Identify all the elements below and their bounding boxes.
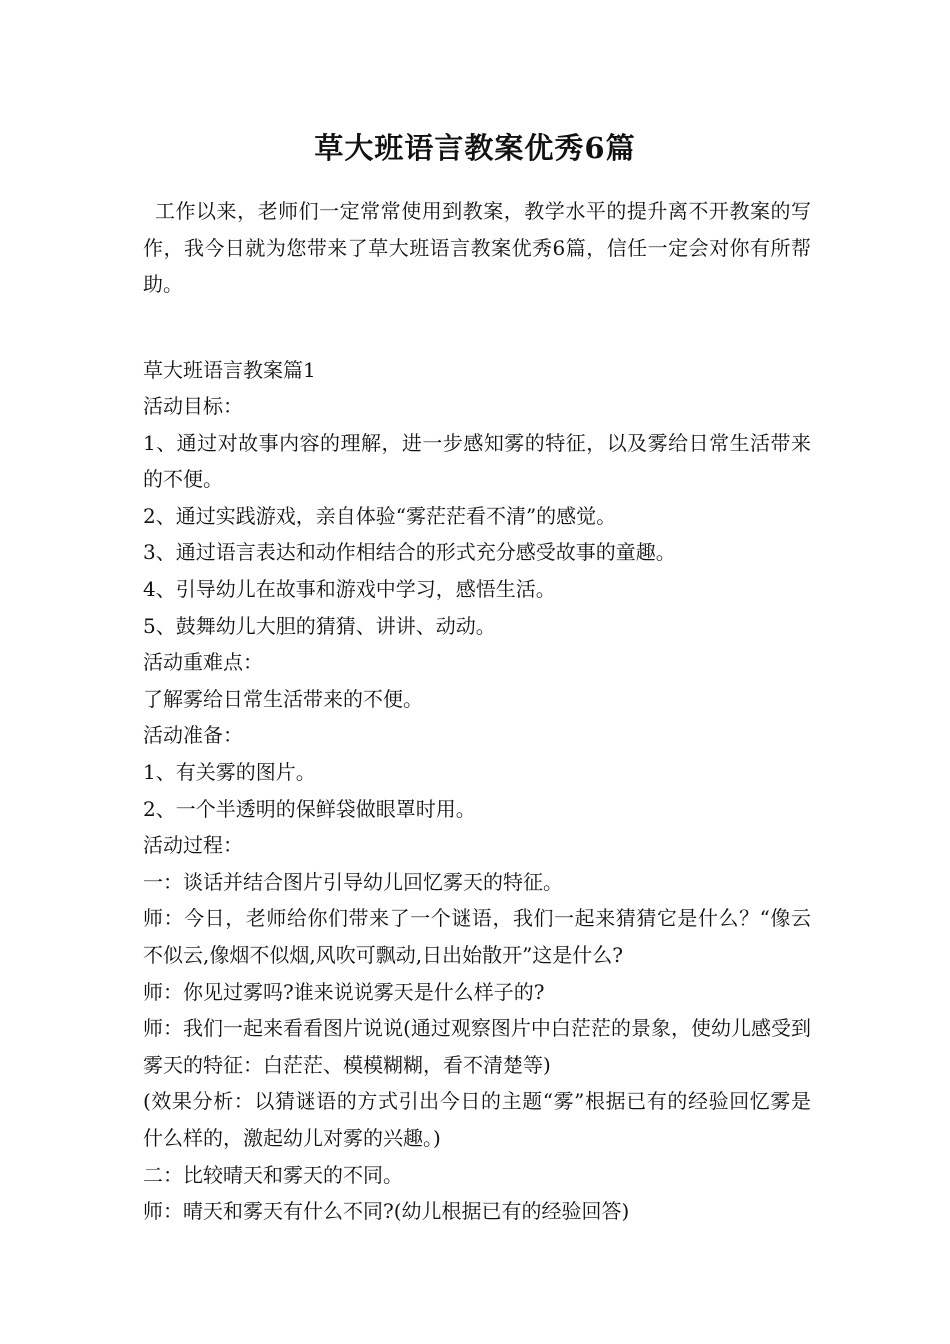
process-step: 二：比较晴天和雾天的不同。: [143, 1162, 403, 1187]
subheading-key-points: 活动重难点：: [143, 650, 263, 675]
objective-item: 3、通过语言表达和动作相结合的形式充分感受故事的童趣。: [143, 540, 676, 565]
process-paragraph: (效果分析：以猜谜语的方式引出今日的主题“雾”根据已有的经验回忆雾是什么样的，激起幼儿对雾的兴趣。): [143, 1089, 811, 1150]
document-title: 草大班语言教案优秀6篇: [314, 131, 636, 165]
objective-item: 5、鼓舞幼儿大胆的猜猜、讲讲、动动。: [143, 613, 496, 638]
document-body: [143, 193, 811, 1230]
process-step: 一：谈话并结合图片引导幼儿回忆雾天的特征。: [143, 869, 563, 894]
process-paragraph: 师：我们一起来看看图片说说(通过观察图片中白茫茫的景象，使幼儿感受到雾天的特征：白茫茫、模模糊糊，看不清楚等): [143, 1016, 811, 1077]
process-paragraph: 师：今日，老师给你们带来了一个谜语，我们一起来猜猜它是什么？“像云不似云,像烟不似烟,风吹可飘动,日出始散开”这是什么?: [143, 906, 811, 967]
subheading-objectives: 活动目标：: [143, 394, 243, 419]
key-point-text: 了解雾给日常生活带来的不便。: [143, 686, 423, 711]
intro-paragraph: 工作以来，老师们一定常常使用到教案，教学水平的提升离不开教案的写作，我今日就为您带来了草大班语言教案优秀6篇，信任一定会对你有所帮助。: [143, 199, 811, 296]
process-paragraph: 师：晴天和雾天有什么不同?(幼儿根据已有的经验回答): [143, 1199, 630, 1224]
subheading-process: 活动过程：: [143, 833, 243, 858]
objective-item: 4、引导幼儿在故事和游戏中学习，感悟生活。: [143, 577, 556, 602]
preparation-item: 2、一个半透明的保鲜袋做眼罩时用。: [143, 796, 476, 821]
paragraph-gap: [143, 303, 811, 352]
process-paragraph: 师：你见过雾吗?谁来说说雾天是什么样子的?: [143, 979, 545, 1004]
objective-item: 1、通过对故事内容的理解，进一步感知雾的特征，以及雾给日常生活带来的不便。: [143, 430, 811, 492]
objective-item: 2、通过实践游戏，亲自体验“雾茫茫看不清”的感觉。: [143, 503, 617, 528]
preparation-item: 1、有关雾的图片。: [143, 760, 316, 785]
subheading-preparation: 活动准备：: [143, 723, 243, 748]
section-heading: 草大班语言教案篇1: [143, 357, 316, 382]
